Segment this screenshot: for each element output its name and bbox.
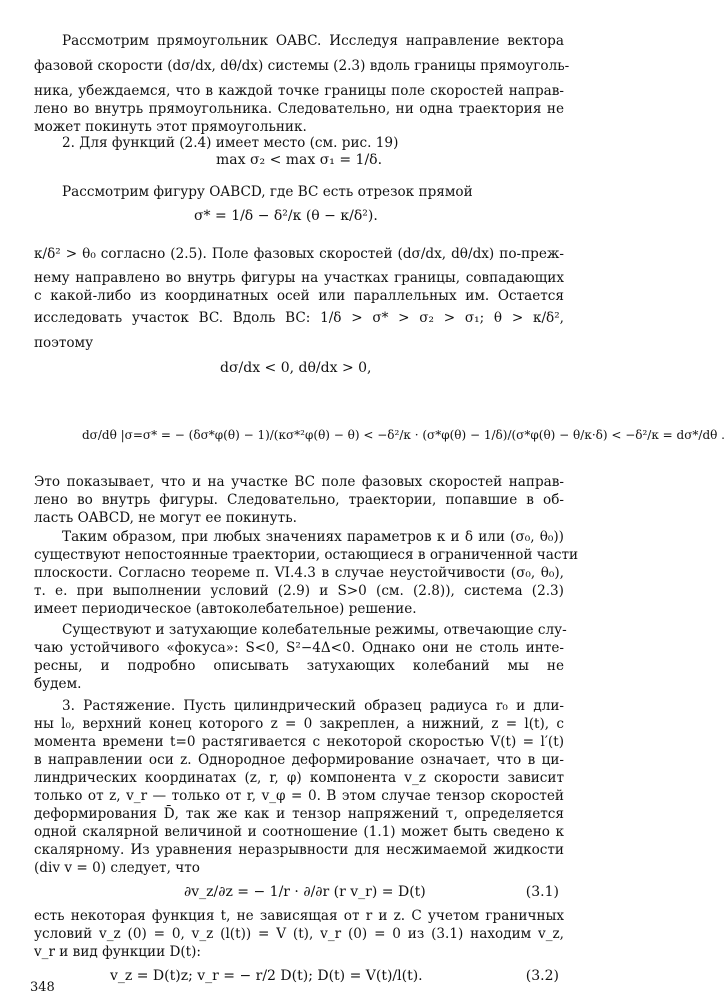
text-line: Таким образом, при любых значениях параметров κ и δ или (σ₀, θ₀)) xyxy=(62,529,564,545)
text-line: лено во внутрь прямоугольника. Следовательно, ни одна траектория не xyxy=(34,101,564,117)
page-number: 348 xyxy=(30,980,55,995)
text-line: поэтому xyxy=(34,335,94,351)
text-line: есть некоторая функция t, не зависящая от r и z. С учетом граничных xyxy=(34,908,564,924)
text-line: одной скалярной величиной и соотношение (1.1) может быть сведено к xyxy=(34,824,564,840)
text-line: т. е. при выполнении условий (2.9) и S>0 (см. (2.8)), система (2.3) xyxy=(34,583,564,599)
text-line: Рассмотрим фигуру OABCD, где BC есть отрезок прямой xyxy=(62,184,473,200)
text-line: ресны, и подробно описывать затухающих колебаний мы не xyxy=(34,658,564,674)
text-line: фазовой скорости (dσ/dx, dθ/dx) системы (2.3) вдоль границы прямоуголь- xyxy=(34,58,570,74)
formula: ∂v_z/∂z = − 1/r · ∂/∂r (r v_r) = D(t) xyxy=(184,884,426,900)
text-line: с какой-либо из координатных осей или параллельных им. Остается xyxy=(34,288,564,304)
text-line: существуют непостоянные траектории, остающиеся в ограниченной части xyxy=(34,547,579,563)
text-line: Существуют и затухающие колебательные режимы, отвечающие слу- xyxy=(62,622,567,638)
formula: max σ₂ < max σ₁ = 1/δ. xyxy=(216,152,383,168)
text-line: Это показывает, что и на участке BC поле фазовых скоростей направ- xyxy=(34,474,564,490)
text-line: имеет периодическое (автоколебательное) решение. xyxy=(34,601,417,617)
text-line: исследовать участок BC. Вдоль BC: 1/δ > σ* > σ₂ > σ₁; θ > κ/δ², xyxy=(34,310,564,326)
text-line: будем. xyxy=(34,676,82,692)
text-line: ны l₀, верхний конец которого z = 0 закреплен, а нижний, z = l(t), с xyxy=(34,716,564,732)
text-line: 3. Растяжение. Пусть цилиндрический образец радиуса r₀ и дли- xyxy=(62,698,564,714)
text-line: v_r и вид функции D(t): xyxy=(34,944,202,960)
text-line: 2. Для функций (2.4) имеет место (см. рис. 19) xyxy=(62,135,399,151)
text-line: лено во внутрь фигуры. Следовательно, траектории, попавшие в об- xyxy=(34,492,564,508)
text-line: условий v_z (0) = 0, v_z (l(t)) = V (t), v_r (0) = 0 из (3.1) находим v_z, xyxy=(34,926,564,942)
text-line: момента времени t=0 растягивается с некоторой скоростью V(t) = l′(t) xyxy=(34,734,564,750)
text-line: ласть OABCD, не могут ее покинуть. xyxy=(34,510,297,526)
formula: dσ/dθ |σ=σ* = − (δσ*φ(θ) − 1)/(κσ*²φ(θ) − θ) < −δ²/κ · (σ*φ(θ) − 1/δ)/(σ*φ(θ) − θ/κ·δ) < −δ²/κ = dσ*/dθ . xyxy=(82,428,725,442)
text-line: нему направлено во внутрь фигуры на участках границы, совпадающих xyxy=(34,270,564,286)
formula: dσ/dx < 0, dθ/dx > 0, xyxy=(220,360,372,376)
text-line: деформирования D̄, так же как и тензор напряжений τ, определяется xyxy=(34,806,564,822)
text-line: плоскости. Согласно теореме п. VI.4.3 в случае неустойчивости (σ₀, θ₀), xyxy=(34,565,564,581)
text-line: ника, убеждаемся, что в каждой точке границы поле скоростей направ- xyxy=(34,83,564,99)
text-line: скалярному. Из уравнения неразрывности для несжимаемой жидкости xyxy=(34,842,564,858)
text-line: Рассмотрим прямоугольник OABC. Исследуя направление вектора xyxy=(62,33,564,49)
formula: v_z = D(t)z; v_r = − r/2 D(t); D(t) = V(t)/l(t). xyxy=(110,968,423,984)
equation-number: (3.1) xyxy=(525,884,559,900)
text-line: чаю устойчивого «фокуса»: S<0, S²−4Δ<0. Однако они не столь инте- xyxy=(34,640,564,656)
text-line: может покинуть этот прямоугольник. xyxy=(34,119,307,135)
text-line: в направлении оси z. Однородное деформирование означает, что в ци- xyxy=(34,752,564,768)
equation-number: (3.2) xyxy=(525,968,559,984)
text-line: только от z, v_r — только от r, v_φ = 0. В этом случае тензор скоростей xyxy=(34,788,564,804)
text-line: линдрических координатах (z, r, φ) компонента v_z скорости зависит xyxy=(34,770,564,786)
text-line: κ/δ² > θ₀ согласно (2.5). Поле фазовых скоростей (dσ/dx, dθ/dx) по-преж- xyxy=(34,246,564,262)
text-line: (div v = 0) следует, что xyxy=(34,860,200,876)
formula: σ* = 1/δ − δ²/κ (θ − κ/δ²). xyxy=(194,208,378,224)
